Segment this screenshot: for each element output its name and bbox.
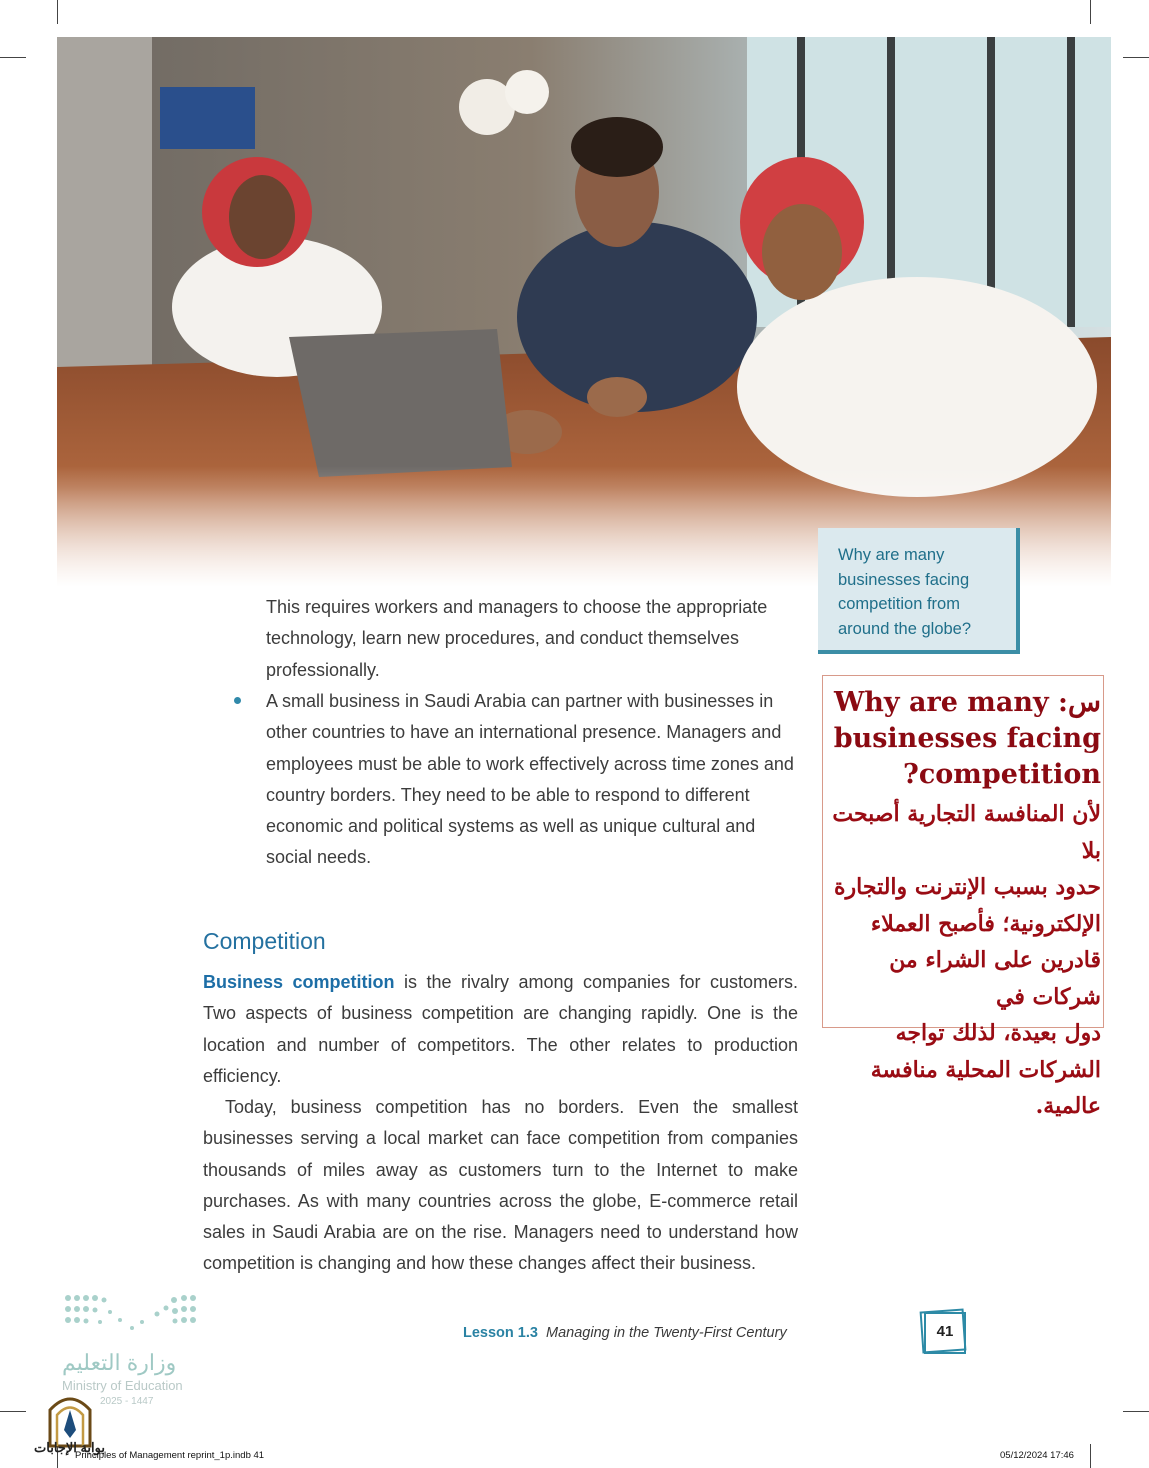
crop-mark: [0, 57, 26, 58]
definition-paragraph: [203, 967, 798, 1092]
answer-line: دول بعيدة، لذلك تواجه: [895, 1020, 1101, 1046]
meeting-photo: [57, 37, 1111, 587]
crop-mark: [1090, 1444, 1091, 1468]
crop-mark: [1090, 0, 1091, 24]
ministry-logo-dots-icon: [62, 1292, 202, 1340]
ministry-name-arabic: وزارة التعليم: [62, 1350, 177, 1375]
crop-mark: [1123, 1411, 1149, 1412]
definition-text: is the rivalry among companies for customers. Two aspects of business competition are changing rapidly. One is the location and number of competitors. The other relates to production efficiency.: [203, 972, 799, 1086]
bullet-item: A small business in Saudi Arabia can partner with businesses in other countries to have an international presence. Managers and employees must be able to work effectively across time zones and country borders. They need to be able to respond to different economic and political systems as well as unique cultural and social needs.: [266, 691, 794, 868]
ministry-name-english: Ministry of Education: [62, 1378, 183, 1393]
answer-text: [823, 796, 1101, 1125]
bullet-continuation: This requires workers and managers to choose the appropriate technology, learn new procedures, and conduct themselves professionally.: [266, 597, 768, 680]
question-line: ?competition: [903, 759, 1101, 790]
lesson-footer: [463, 1325, 787, 1341]
crop-mark: [0, 1411, 26, 1412]
answer-line: حدود بسبب الإنترنت والتجارة: [834, 874, 1101, 900]
answer-box: [822, 675, 1104, 1119]
answer-line: الإلكترونية؛ فأصبح العملاء: [870, 910, 1101, 937]
bullet-icon: [234, 697, 241, 704]
answer-question: [825, 685, 1101, 793]
site-name: بوابة الإجابات: [34, 1440, 105, 1455]
crop-mark: [57, 0, 58, 24]
section-heading: Competition: [203, 928, 326, 954]
lesson-label: Lesson 1.3: [463, 1325, 538, 1341]
ministry-year: 2025 - 1447: [100, 1396, 154, 1407]
print-slug-file: Principles of Management reprint_1p.indb 41: [75, 1450, 265, 1461]
answer-line: قادرين على الشراء من شركات في: [889, 947, 1101, 1010]
print-slug-date: 05/12/2024 17:46: [1000, 1450, 1074, 1461]
answer-line: لأن المنافسة التجارية أصبحت بلا: [832, 801, 1101, 864]
sidebar-question-box: [818, 528, 1020, 654]
crop-mark: [1123, 57, 1149, 58]
lesson-title: Managing in the Twenty-First Century: [546, 1325, 787, 1341]
key-term: Business competition: [203, 972, 395, 992]
body-paragraph: Today, business competition has no borders. Even the smallest businesses serving a local market can face competition from companies thousands of miles away as customers turn to the Internet to make purchases. As with many countries across the globe, E-commerce retail sales in Saudi Arabia are on the rise. Managers need to understand how competition is changing and how these changes affect their business.: [203, 1097, 798, 1274]
question-line: Why are many :س: [833, 687, 1101, 718]
sidebar-question-text: Why are many businesses facing competition from around the globe?: [838, 546, 972, 638]
answer-line: الشركات المحلية منافسة عالمية.: [870, 1056, 1101, 1119]
question-line: businesses facing: [833, 723, 1101, 754]
page-number: 41: [936, 1323, 954, 1340]
